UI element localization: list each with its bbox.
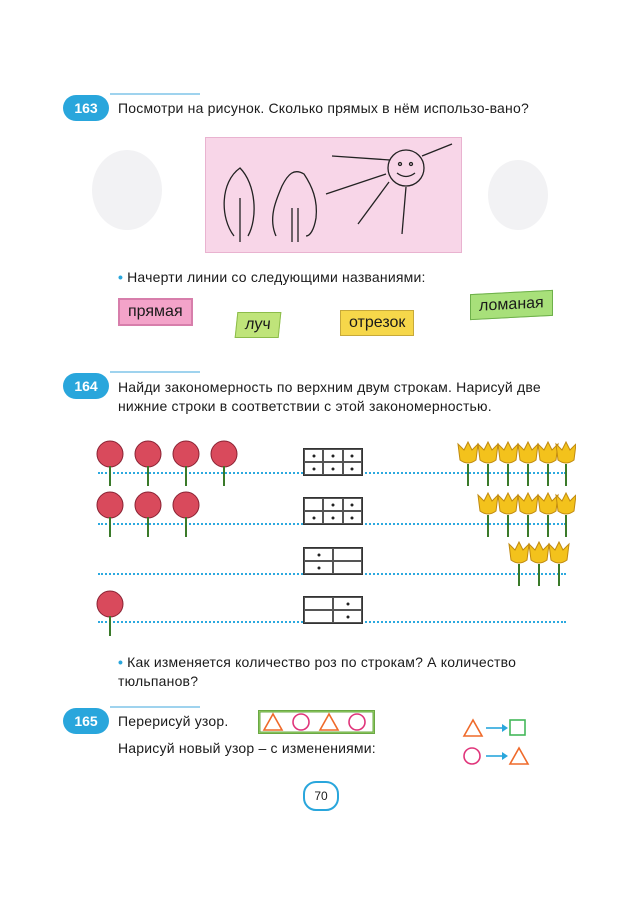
cell: [323, 462, 342, 475]
cell: [304, 462, 323, 475]
task-163-instruction-text: Начерти линии со следующими названиями:: [127, 269, 426, 285]
task-163-number: 163: [63, 95, 109, 121]
cell: [304, 498, 323, 511]
task-164-followup: [118, 653, 570, 691]
sun-ray: [402, 187, 406, 234]
cell-box-row-2: [303, 497, 363, 525]
rose-icon: [211, 441, 237, 486]
tulip-icon: [549, 542, 569, 563]
tag-segment: отрезок: [340, 310, 414, 336]
sun-ray: [326, 174, 386, 194]
tulip-icon: [538, 442, 558, 463]
tulip-icon: [498, 442, 518, 463]
circle-icon: [464, 748, 480, 764]
rose-icon: [135, 441, 161, 486]
cell: [333, 561, 362, 574]
tag-polyline: ломаная: [470, 290, 553, 320]
sun-eye: [410, 163, 413, 166]
rose-icon: [97, 492, 123, 537]
task-163-question: Посмотри на рисунок. Сколько прямых в нём использо-вано?: [118, 100, 529, 116]
roses-row-1: [92, 438, 252, 493]
task-164-followup-text: Как изменяется количество роз по строкам? А количество тюльпанов?: [118, 654, 517, 689]
cell: [304, 511, 323, 524]
cell-box-row-1: [303, 448, 363, 476]
task-165-line1: Перерисуй узор.: [118, 713, 229, 729]
task-164-rule: [110, 371, 200, 373]
tulips-row-1: [456, 438, 576, 493]
cell-box-row-3: [303, 547, 363, 575]
cell-box-row-4: [303, 596, 363, 624]
tulip-icon: [518, 442, 538, 463]
sun-ray: [358, 182, 389, 224]
rose-icon: [97, 591, 123, 636]
change-rules: [462, 716, 532, 777]
cell: [333, 610, 362, 623]
task-165-rule: [110, 706, 200, 708]
task-165-line2: Нарисуй новый узор – с изменениями:: [118, 740, 376, 756]
sun-face: [388, 150, 424, 186]
tulip-icon: [556, 442, 576, 463]
rose-icon: [173, 441, 199, 486]
sun-ray: [332, 156, 390, 160]
cell: [304, 597, 333, 610]
arrowhead: [502, 752, 508, 760]
lines-drawing: [206, 138, 461, 252]
cell: [323, 498, 342, 511]
lines-picture: [205, 137, 462, 253]
tag-line: прямая: [118, 298, 193, 326]
cell: [304, 610, 333, 623]
sun-ray: [422, 144, 452, 156]
background-ghost: [92, 150, 162, 230]
cell: [343, 462, 362, 475]
page-number: 70: [303, 781, 339, 811]
tulips-row-3: [507, 538, 573, 593]
tulip-icon: [458, 442, 478, 463]
tulip-icon: [518, 493, 538, 514]
bullet-icon: •: [118, 654, 124, 670]
triangle-icon: [464, 720, 482, 736]
background-ghost: [488, 160, 548, 230]
task-165-number: 165: [63, 708, 109, 734]
task-164-number: 164: [63, 373, 109, 399]
rose-icon: [135, 492, 161, 537]
cell: [304, 449, 323, 462]
cell: [323, 511, 342, 524]
middle-tree: [273, 172, 317, 236]
task-163-rule: [110, 93, 200, 95]
bullet-icon: •: [118, 269, 124, 285]
task-164-question: Найди закономерность по верхним двум строкам. Нарисуй две нижние строки в соответствии с этой закономерностью.: [118, 379, 541, 414]
sun-mouth: [397, 173, 415, 177]
cell: [304, 548, 333, 561]
tulip-icon: [478, 493, 498, 514]
cell: [343, 498, 362, 511]
cell: [323, 449, 342, 462]
tulip-icon: [538, 493, 558, 514]
tulip-icon: [509, 542, 529, 563]
cell: [343, 449, 362, 462]
roses-row-2: [92, 489, 222, 544]
tag-ray: луч: [235, 312, 281, 338]
square-icon: [510, 720, 525, 735]
cell: [343, 511, 362, 524]
cell: [304, 561, 333, 574]
triangle-icon: [510, 748, 528, 764]
task-163-instruction: [118, 268, 558, 287]
cell: [333, 548, 362, 561]
sun-eye: [399, 163, 402, 166]
left-tree: [224, 168, 254, 236]
tulip-icon: [498, 493, 518, 514]
roses-row-4: [92, 588, 132, 643]
rose-icon: [97, 441, 123, 486]
rose-icon: [173, 492, 199, 537]
tulip-icon: [529, 542, 549, 563]
tulip-icon: [478, 442, 498, 463]
tulips-row-2: [476, 489, 576, 544]
tulip-icon: [556, 493, 576, 514]
arrowhead: [502, 724, 508, 732]
pattern-strip: [258, 710, 375, 734]
cell: [333, 597, 362, 610]
